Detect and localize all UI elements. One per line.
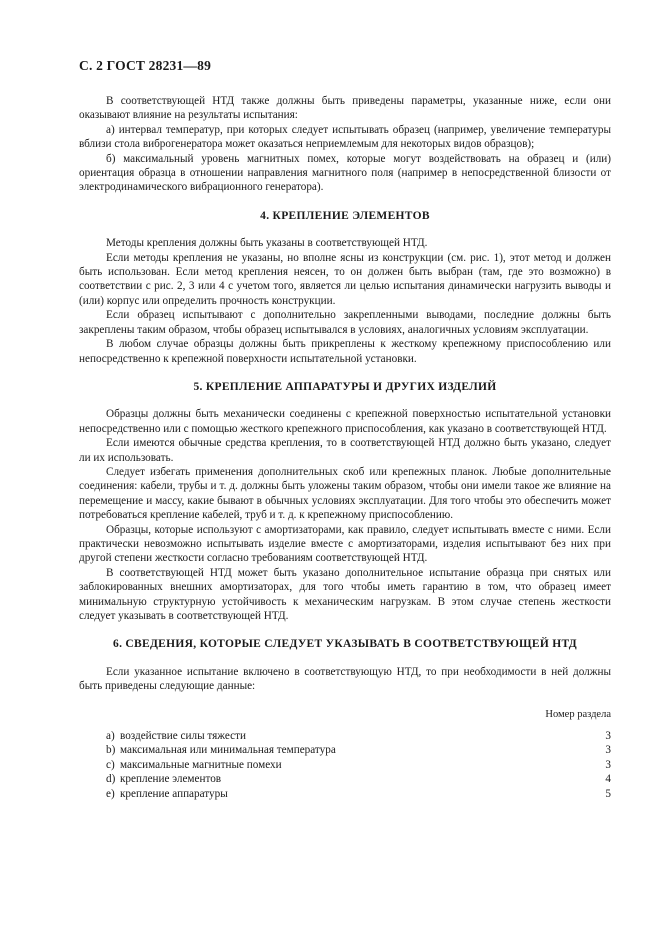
section-5-paragraph-3: Следует избегать применения дополнительных скоб или крепежных планок. Любые дополнительные соединения: кабели, трубы и т. д. должны быть уложены таким образом, чтобы они имели такое же влияние на перемещение и массу, какие бывают в обычных условиях эксплуатации. Для того чтобы это обеспечить может потребоваться крепление кабелей, труб и т. д. к крепежному приспособлению.: [79, 465, 611, 522]
section-6-title: 6. СВЕДЕНИЯ, КОТОРЫЕ СЛЕДУЕТ УКАЗЫВАТЬ В СООТВЕТСТВУЮЩЕЙ НТД: [113, 638, 577, 651]
list-item: [79, 758, 611, 772]
list-item: [79, 787, 611, 801]
section-4-paragraph-4: В любом случае образцы должны быть прикреплены к жесткому крепежному приспособлению или непосредственно к крепежной поверхности испытательной установки.: [79, 338, 611, 365]
document-body: [79, 94, 611, 801]
intro-item-a: [79, 123, 611, 152]
list-item-section-number: 3: [605, 744, 611, 757]
section-6-paragraph-1: Если указанное испытание включено в соответствующую НТД, то при необходимости в ней должны быть приведены следующие данные:: [79, 665, 611, 693]
section-5-paragraph-4: Образцы, которые используют с амортизаторами, как правило, следует испытывать вместе с ними. Если практически невозможно испытывать изделие вместе с амортизаторами, изделия испытывают без них при другой степени жесткости согласно требованиям соответствующей НТД.: [79, 523, 611, 565]
list-item-text: крепление элементов: [120, 773, 222, 786]
section-4-title: 4. КРЕПЛЕНИЕ ЭЛЕМЕНТОВ: [260, 209, 430, 222]
list-item-text: крепление аппаратуры: [120, 787, 228, 800]
list-item-section-number: 5: [605, 787, 611, 800]
section-5-paragraph-2: Если имеются обычные средства крепления, то в соответствующей НТД должно быть указано, следует ли их использовать.: [79, 437, 611, 464]
list-item-section-number: 4: [605, 773, 611, 786]
list-item-letter: d): [106, 773, 116, 786]
intro-item-a-text: а) интервал температур, при которых следует испытывать образец (например, увеличение температуры вблизи стола виброгенератора может оказаться неприемлемым для некоторых видов образцов);: [79, 123, 611, 151]
list-item: [79, 729, 611, 743]
list-item: [79, 743, 611, 757]
intro-paragraph: В соответствующей НТД также должны быть приведены параметры, указанные ниже, если они оказывают влияние на результаты испытания:: [79, 95, 611, 122]
page-header: С. 2 ГОСТ 28231—89: [79, 58, 212, 73]
section-4-paragraph-2: Если методы крепления не указаны, но вполне ясны из конструкции (см. рис. 1), этот метод и должен быть использован. Если метод крепления неясен, то он должен быть выбран (там, где это возможно) в соответствии с рис. 2, 3 или 4 с учетом того, является ли целью испытания динамически нагрузить выводы и (или) корпус или определить прочность конструкции.: [79, 251, 611, 307]
list-item-text: максимальные магнитные помехи: [120, 758, 282, 771]
list-item-section-number: 3: [605, 758, 611, 771]
section-5-paragraph-1: Образцы должны быть механически соединены с крепежной поверхностью испытательной установки непосредственно или с помощью жесткого крепежного приспособления, как указано в соответствующей НТД.: [79, 408, 611, 435]
list-column-header: Номер раздела: [545, 708, 611, 720]
list-item-letter: e): [106, 787, 115, 800]
intro-item-b: б) максимальный уровень магнитных помех, которые могут воздействовать на образец и (или) ориентация образца в отношении направления магнитного поля (например в непосредственной близости от электродинамического вибрационного генератора).: [79, 152, 611, 194]
list-item-section-number: 3: [605, 730, 611, 743]
list-item-letter: a): [106, 730, 115, 743]
list-item-letter: c): [106, 758, 115, 771]
list-item-text: максимальная или минимальная температура: [120, 744, 336, 757]
section-4-paragraph-3: Если образец испытывают с дополнительно закрепленными выводами, последние должны быть закреплены таким образом, чтобы образец испытывался в условиях, аналогичных условиям эксплуатации.: [79, 309, 611, 336]
info-list: [79, 729, 611, 801]
list-item-letter: b): [106, 744, 116, 757]
section-5-title: 5. КРЕПЛЕНИЕ АППАРАТУРЫ И ДРУГИХ ИЗДЕЛИЙ: [193, 380, 497, 393]
document-page: [79, 58, 611, 801]
section-4-paragraph-1: Методы крепления должны быть указаны в соответствующей НТД.: [106, 237, 428, 250]
section-5-paragraph-5: В соответствующей НТД может быть указано дополнительное испытание образца при снятых или заблокированных внешних амортизаторах, для того чтобы иметь гарантию в том, что образец имеет минимальную структурную устойчивость к механическим нагрузкам. В этом случае степень жесткости следует указывать в соответствующей НТД.: [79, 566, 611, 622]
list-item-text: воздействие силы тяжести: [120, 730, 246, 743]
list-item: [79, 772, 611, 786]
